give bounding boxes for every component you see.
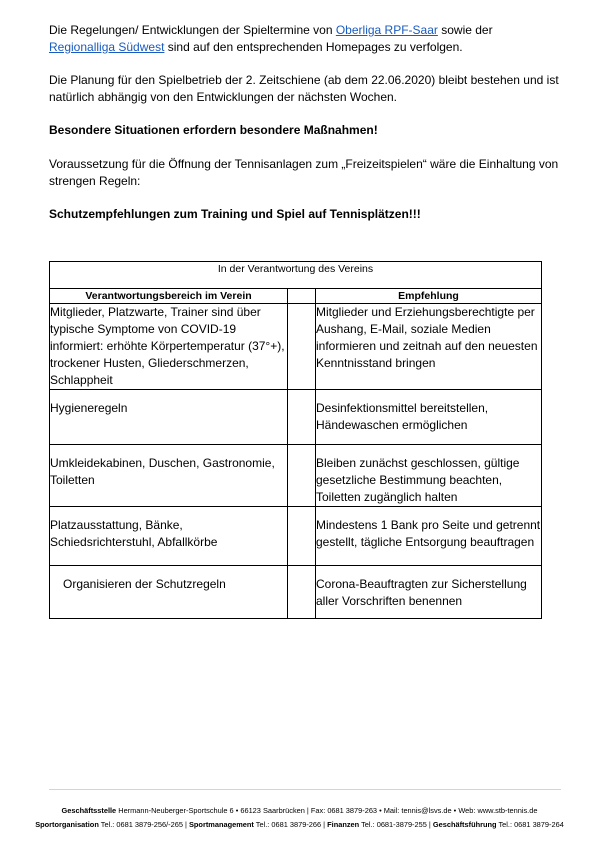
footer-text: Hermann-Neuberger-Sportschule 6 • 66123 Saarbrücken | Fax: 0681 3879-263 • Mail: tennis@lsvs.de • Web: www.stb-tennis.de [116,806,538,815]
footer-label: Sportmanagement [188,820,254,829]
intro-paragraph-requirements: Voraussetzung für die Öffnung der Tennisanlagen zum „Freizeitspielen“ wäre die Einhaltung von strengen Regeln: [49,157,559,188]
link-regionalliga[interactable]: Regionalliga Südwest [49,40,165,54]
footer-text: Tel.: 0681 3879-256/-265 | [98,820,189,829]
cell-recommendation: Bleiben zunächst geschlossen, gültige gesetzliche Bestimmung beachten, Toiletten zugänglich halten [316,445,542,507]
cell-spacer [288,507,316,566]
column-header-area: Verantwortungsbereich im Verein [50,289,288,304]
cell-spacer [288,445,316,507]
cell-recommendation: Mitglieder und Erziehungsberechtigte per Aushang, E-Mail, soziale Medien informieren und zeitnah auf den neuesten Kenntnisstand bringen [316,304,542,390]
table-caption: In der Verantwortung des Vereins [50,262,542,289]
table-row [50,507,542,566]
footer-label: Finanzen [327,820,360,829]
text-span: sowie der [437,23,493,37]
cell-recommendation: Desinfektionsmittel bereitstellen, Händewaschen ermöglichen [316,390,542,445]
table-row [50,390,542,445]
document-body [49,22,561,223]
footer-divider [49,789,561,790]
column-header-spacer [288,289,316,304]
table-row [50,566,542,619]
intro-paragraph-leagues [49,22,561,56]
heading-protection-recommendations: Schutzempfehlungen zum Training und Spiel auf Tennisplätzen!!! [49,207,421,221]
footer-label: Geschäftsführung [432,820,497,829]
footer-line-office [0,806,599,816]
cell-area: Umkleidekabinen, Duschen, Gastronomie, Toiletten [50,445,288,507]
cell-area: Mitglieder, Platzwarte, Trainer sind über typische Symptome von COVID-19 informiert: erhöhte Körpertemperatur (37°+), trockener Husten, Gliederschmerzen, Schlappheit [50,304,288,390]
cell-area: Platzausstattung, Bänke, Schiedsrichterstuhl, Abfallkörbe [50,507,288,566]
link-oberliga[interactable]: Oberliga RPF-Saar [335,23,438,37]
footer-line-contacts [0,820,599,830]
footer-label: Sportorganisation [35,820,99,829]
cell-spacer [288,566,316,619]
text-span: sind auf den entsprechenden Homepages zu verfolgen. [164,40,463,54]
heading-special-situations: Besondere Situationen erfordern besondere Maßnahmen! [49,123,378,137]
footer-label: Geschäftsstelle [61,806,117,815]
cell-area: Hygieneregeln [50,390,288,445]
cell-recommendation: Mindestens 1 Bank pro Seite und getrennt gestellt, tägliche Entsorgung beauftragen [316,507,542,566]
footer-text: Tel.: 0681 3879-264 [496,820,564,829]
table-row [50,304,542,390]
responsibility-table [49,261,542,619]
footer-text: Tel.: 0681-3879-255 | [359,820,433,829]
footer-text: Tel.: 0681 3879-266 | [253,820,328,829]
text-span: Die Regelungen/ Entwicklungen der Spieltermine von [49,23,336,37]
cell-spacer [288,304,316,390]
cell-recommendation: Corona-Beauftragten zur Sicherstellung aller Vorschriften benennen [316,566,542,619]
cell-spacer [288,390,316,445]
column-header-recommendation: Empfehlung [316,289,542,304]
table-row [50,445,542,507]
cell-area: Organisieren der Schutzregeln [50,566,288,619]
intro-paragraph-schedule: Die Planung für den Spielbetrieb der 2. Zeitschiene (ab dem 22.06.2020) bleibt bestehen und ist natürlich abhängig von den Entwicklungen der nächsten Wochen. [49,73,559,104]
